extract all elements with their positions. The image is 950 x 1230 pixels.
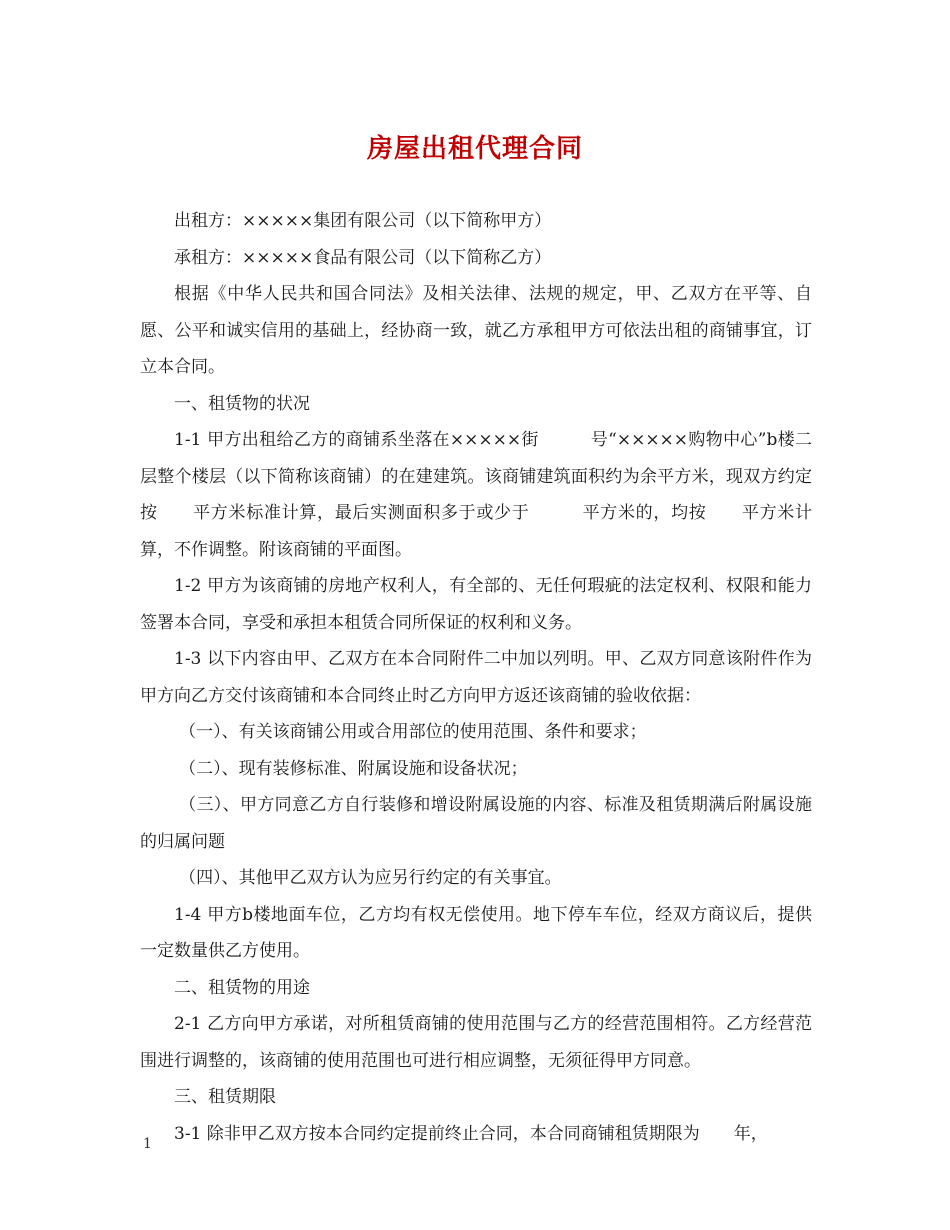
clause-2-1: 2-1 乙方向甲方承诺，对所租赁商铺的使用范围与乙方的经营范围相符。乙方经营范围进行调整的，该商铺的使用范围也可进行相应调整，无须征得甲方同意。 <box>140 1014 812 1071</box>
section-heading-2: 二、租赁物的用途 <box>174 977 310 998</box>
clause-1-2: 1-2 甲方为该商铺的房地产权利人，有全部的、无任何瑕疵的法定权利、权限和能力签署本合同，享受和承担本租赁合同所保证的权利和义务。 <box>140 576 812 633</box>
paragraph-lessee: 承租方：×××××食品有限公司（以下简称乙方） <box>174 247 552 268</box>
clause-1-3: 1-3 以下内容由甲、乙双方在本合同附件二中加以列明。甲、乙双方同意该附件作为甲方向乙方交付该商铺和本合同终止时乙方向甲方返还该商铺的验收依据： <box>140 649 812 706</box>
section-heading-1: 一、租赁物的状况 <box>174 393 310 414</box>
list-item-2: （二）、现有装修标准、附属设施和设备状况； <box>179 758 528 779</box>
clause-1-1: 1-1 甲方出租给乙方的商铺系坐落在×××××街 号“×××××购物中心”b楼二层整个楼层（以下简称该商铺）的在建建筑。该商铺建筑面积约为余平方米，现双方约定按 平方米标准计算，最后实测面积多于或少于 平方米的，均按 平方米计算，不作调整。附该商铺的平面图。 <box>140 430 812 560</box>
clause-3-1: 3-1 除非甲乙双方按本合同约定提前终止合同，本合同商铺租赁期限为 年， <box>174 1123 768 1144</box>
page-number: 1 <box>143 1136 152 1152</box>
clause-1-4: 1-4 甲方b楼地面车位，乙方均有权无偿使用。地下停车车位，经双方商议后，提供一定数量供乙方使用。 <box>140 904 812 961</box>
paragraph-lessor: 出租方：×××××集团有限公司（以下简称甲方） <box>174 211 552 231</box>
list-item-1: （一）、有关该商铺公用或合用部位的使用范围、条件和要求； <box>179 722 647 742</box>
paragraph-preamble: 根据《中华人民共和国合同法》及相关法律、法规的规定，甲、乙双方在平等、自愿、公平和诚实信用的基础上，经协商一致，就乙方承租甲方可依法出租的商铺事宜，订立本合同。 <box>140 284 812 377</box>
list-item-3: （三）、甲方同意乙方自行装修和增设附属设施的内容、标准及租赁期满后附属设施的归属问题 <box>140 795 812 852</box>
section-heading-3: 三、租赁期限 <box>174 1087 276 1107</box>
list-item-4: （四）、其他甲乙双方认为应另行约定的有关事宜。 <box>179 868 562 888</box>
document-body <box>140 203 812 1152</box>
document-title: 房屋出租代理合同 <box>366 134 583 164</box>
